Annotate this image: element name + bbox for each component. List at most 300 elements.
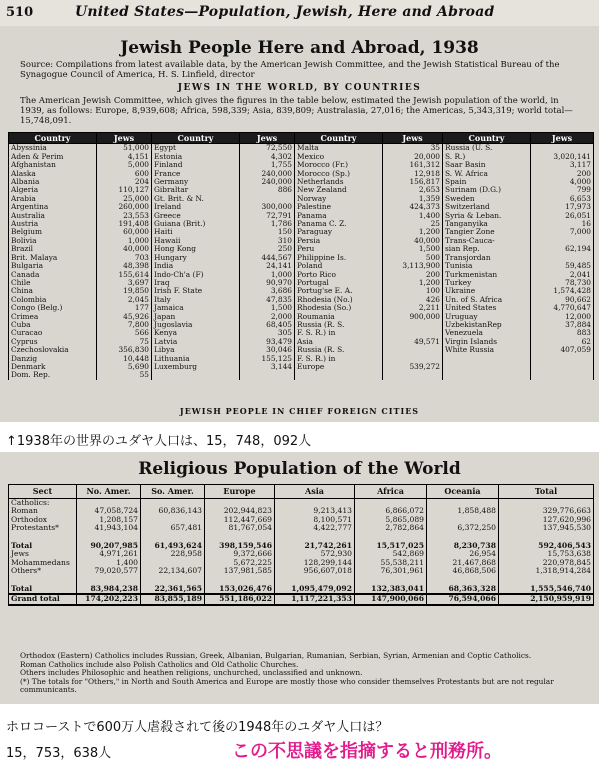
jews-count-cell [240, 371, 295, 379]
jews-count-cell: 47,835 [240, 296, 295, 304]
country-cell: Brazil [9, 245, 97, 253]
country-cell: China [9, 287, 97, 295]
jews-count-cell: 1,000 [240, 271, 295, 279]
column-header-country: Country [9, 133, 97, 144]
country-cell: Denmark [9, 363, 97, 371]
country-cell: Norway [295, 195, 383, 203]
country-cell: Portugal [295, 279, 383, 287]
running-head: United States—Population, Jewish, Here and Abroad [75, 4, 495, 20]
country-cell: Morocco (Sp.) [295, 170, 383, 178]
caption-1948-question: ホロコーストで600万人虐殺されて後の1948年のユダヤ人口は？ [6, 720, 389, 735]
jews-count-cell [531, 371, 594, 379]
table-footnotes [20, 652, 580, 695]
country-cell: Tanganyika [443, 220, 531, 228]
jews-count-cell: 240,000 [240, 170, 295, 178]
footnote: Others includes Philosophic and heathen religions, unchurched, unclassified and unknown. [20, 668, 363, 678]
value-cell: 15,753,638 [499, 550, 594, 559]
country-cell: Aden & Perim [9, 153, 97, 161]
country-cell: Tangier Zone [443, 228, 531, 236]
column-header-country: Country [443, 133, 531, 144]
country-cell: Transjordan [443, 254, 531, 262]
country-cell: Mexico [295, 153, 383, 161]
country-cell: Tunisia [443, 262, 531, 270]
country-cell: Afghanistan [9, 161, 97, 169]
value-cell [275, 533, 355, 542]
country-cell: Panama [295, 212, 383, 220]
country-cell: Russia (R. S. [295, 321, 383, 329]
table-row [9, 594, 594, 605]
country-cell: Kenya [152, 329, 240, 337]
jews-count-cell: 4,770,647 [531, 304, 594, 312]
jews-count-cell: 25,000 [97, 195, 152, 203]
jews-count-cell: 40,000 [97, 245, 152, 253]
country-cell: Iraq [152, 279, 240, 287]
jews-count-cell: 3,144 [240, 363, 295, 371]
value-cell: 1,208,157 [77, 516, 141, 525]
jews-count-cell [383, 346, 443, 354]
country-cell: Congo (Belg.) [9, 304, 97, 312]
country-cell: Jugoslavia [152, 321, 240, 329]
religious-population-table [8, 484, 593, 606]
sect-cell: Grand total [9, 594, 77, 605]
country-cell: UzbekistanRep [443, 321, 531, 329]
sect-cell: Jews [9, 550, 77, 559]
country-cell: Dom. Rep. [9, 371, 97, 379]
jews-count-cell: 426 [383, 296, 443, 304]
value-cell: 592,406,543 [499, 542, 594, 551]
value-cell [499, 498, 594, 507]
table-row [9, 313, 594, 321]
value-cell [355, 576, 427, 585]
country-cell: Latvia [152, 338, 240, 346]
country-cell: Turkey [443, 279, 531, 287]
country-cell: Surinam (D.G.) [443, 186, 531, 194]
jews-count-cell [531, 144, 594, 153]
table-row [9, 212, 594, 220]
intro-paragraph: The American Jewish Committee, which gives the figures in the table below, estimated the Jewish population of the world, in 1939, as follows: Europe, 8,939,608; Africa, 598,339; Asia, 839,809; Australasia, 27,016; the Americas, 5,343,319; world total—15,748,091. [20, 96, 573, 126]
value-cell: 22,361,565 [141, 585, 205, 595]
table-row [9, 363, 594, 371]
country-cell [443, 355, 531, 363]
table-row [9, 329, 594, 337]
jews-count-cell: 6,653 [531, 195, 594, 203]
value-cell: 83,855,189 [141, 594, 205, 605]
jews-count-cell: 1,786 [240, 220, 295, 228]
value-cell [205, 576, 275, 585]
country-cell: Asia [295, 338, 383, 346]
country-cell: Peru [295, 245, 383, 253]
country-cell: Arabia [9, 195, 97, 203]
value-cell [499, 533, 594, 542]
value-cell: 46,868,506 [427, 567, 499, 576]
value-cell [355, 498, 427, 507]
value-cell: 542,869 [355, 550, 427, 559]
country-cell: Guiana (Brit.) [152, 220, 240, 228]
value-cell: 329,776,663 [499, 507, 594, 516]
jews-count-cell: 93,479 [240, 338, 295, 346]
value-cell: 112,447,669 [205, 516, 275, 525]
column-header-jews: Jews [531, 133, 594, 144]
foreign-cities-heading: JEWISH PEOPLE IN CHIEF FOREIGN CITIES [179, 406, 420, 416]
sect-cell: Total [9, 542, 77, 551]
table-row [9, 287, 594, 295]
jews-count-cell: 300,000 [240, 203, 295, 211]
country-cell: Canada [9, 271, 97, 279]
value-cell [205, 498, 275, 507]
table-row [9, 195, 594, 203]
column-header: Total [499, 485, 594, 499]
country-cell: New Zealand [295, 186, 383, 194]
country-cell: Turkmenistan [443, 271, 531, 279]
table-row [9, 304, 594, 312]
value-cell: 5,672,225 [205, 559, 275, 568]
country-cell: Un. of S. Africa [443, 296, 531, 304]
country-cell: Spain [443, 178, 531, 186]
jews-count-cell: 1,200 [383, 228, 443, 236]
table-row [9, 296, 594, 304]
country-cell: Gt. Brit. & N. [152, 195, 240, 203]
caption-1948-total: 15，753，638人 [6, 746, 112, 761]
country-cell: Libya [152, 346, 240, 354]
value-cell: 60,836,143 [141, 507, 205, 516]
jews-count-cell: 500 [383, 254, 443, 262]
value-cell [141, 576, 205, 585]
value-cell: 1,318,914,284 [499, 567, 594, 576]
value-cell: 657,481 [141, 524, 205, 533]
value-cell [427, 533, 499, 542]
jews-count-cell: 12,000 [531, 313, 594, 321]
value-cell: 61,493,624 [141, 542, 205, 551]
table-row [9, 346, 594, 354]
table-row [9, 567, 594, 576]
country-cell: Estonia [152, 153, 240, 161]
value-cell: 8,230,738 [427, 542, 499, 551]
country-cell: Czechoslovakia [9, 346, 97, 354]
jews-count-cell: 19,850 [97, 287, 152, 295]
table-row [9, 585, 594, 595]
country-cell: White Russia [443, 346, 531, 354]
country-cell: United States [443, 304, 531, 312]
jews-count-cell [531, 355, 594, 363]
value-cell: 1,555,546,740 [499, 585, 594, 595]
country-cell: Lithuania [152, 355, 240, 363]
jews-count-cell: 7,800 [97, 321, 152, 329]
value-cell: 55,538,211 [355, 559, 427, 568]
jews-count-cell: 191,408 [97, 220, 152, 228]
jews-count-cell: 26,051 [531, 212, 594, 220]
column-header: So. Amer. [141, 485, 205, 499]
value-cell [275, 576, 355, 585]
country-cell: Saar Basin [443, 161, 531, 169]
value-cell: 147,900,066 [355, 594, 427, 605]
country-cell: Rhodesia (So.) [295, 304, 383, 312]
value-cell: 1,117,221,353 [275, 594, 355, 605]
jews-count-cell: 900,000 [383, 313, 443, 321]
jews-count-cell: 45,926 [97, 313, 152, 321]
value-cell [205, 533, 275, 542]
jews-count-cell: 10,448 [97, 355, 152, 363]
jews-count-cell: 4,302 [240, 153, 295, 161]
value-cell: 1,400 [77, 559, 141, 568]
value-cell [77, 533, 141, 542]
page-title: Jewish People Here and Abroad, 1938 [120, 38, 479, 58]
table-row [9, 498, 594, 507]
table-row [9, 550, 594, 559]
jews-count-cell: 78,730 [531, 279, 594, 287]
jews-count-cell: 1,755 [240, 161, 295, 169]
country-cell: Egypt [152, 144, 240, 153]
table-row [9, 170, 594, 178]
sect-cell: Total [9, 585, 77, 595]
country-cell [443, 371, 531, 379]
country-cell: F. S. R.) in [295, 355, 383, 363]
value-cell: 2,782,864 [355, 524, 427, 533]
jews-count-cell [531, 254, 594, 262]
value-cell [141, 516, 205, 525]
scan-religious-population [0, 452, 599, 704]
value-cell: 41,943,104 [77, 524, 141, 533]
jews-count-cell: 49,571 [383, 338, 443, 346]
country-cell: Cuba [9, 321, 97, 329]
country-cell: Rhodesia (No.) [295, 296, 383, 304]
jews-count-cell: 40,000 [383, 237, 443, 245]
column-header: No. Amer. [77, 485, 141, 499]
country-cell: Curacao [9, 329, 97, 337]
country-cell: Crimea [9, 313, 97, 321]
country-cell: Russia (R. S. [295, 346, 383, 354]
value-cell: 137,945,530 [499, 524, 594, 533]
country-cell: Danzig [9, 355, 97, 363]
jews-count-cell: 16 [531, 220, 594, 228]
jews-count-cell: 156,817 [383, 178, 443, 186]
value-cell: 572,930 [275, 550, 355, 559]
country-cell: Albania [9, 178, 97, 186]
country-cell: Virgin Islands [443, 338, 531, 346]
country-cell: Finland [152, 161, 240, 169]
country-cell: Australia [9, 212, 97, 220]
jews-count-cell: 2,000 [240, 313, 295, 321]
country-cell: Philippine Is. [295, 254, 383, 262]
jews-count-cell: 1,500 [240, 304, 295, 312]
value-cell: 15,517,025 [355, 542, 427, 551]
value-cell: 132,383,041 [355, 585, 427, 595]
country-cell: Sweden [443, 195, 531, 203]
table-row [9, 279, 594, 287]
value-cell: 76,301,961 [355, 567, 427, 576]
jews-count-cell: 72,550 [240, 144, 295, 153]
value-cell: 2,150,959,919 [499, 594, 594, 605]
value-cell: 90,207,985 [77, 542, 141, 551]
column-header-jews: Jews [97, 133, 152, 144]
jews-count-cell: 17,973 [531, 203, 594, 211]
country-cell: Paraguay [295, 228, 383, 236]
table-row [9, 254, 594, 262]
column-header-jews: Jews [240, 133, 295, 144]
value-cell: 220,978,845 [499, 559, 594, 568]
country-cell: Germany [152, 178, 240, 186]
jews-count-cell: 3,113,900 [383, 262, 443, 270]
country-cell: Bolivia [9, 237, 97, 245]
country-cell: Ukraine [443, 287, 531, 295]
jews-count-cell: 424,373 [383, 203, 443, 211]
table-row [9, 507, 594, 516]
jews-count-cell: 200 [531, 170, 594, 178]
value-cell: 79,020,577 [77, 567, 141, 576]
jews-count-cell: 5,690 [97, 363, 152, 371]
jews-count-cell: 20,000 [383, 153, 443, 161]
country-cell: Abyssinia [9, 144, 97, 153]
value-cell: 4,971,261 [77, 550, 141, 559]
jews-count-cell: 3,686 [240, 287, 295, 295]
jews-count-cell: 155,125 [240, 355, 295, 363]
country-cell: Colombia [9, 296, 97, 304]
sect-cell: Catholics: [9, 498, 77, 507]
country-cell: Luxemburg [152, 363, 240, 371]
jews-count-cell: 51,000 [97, 144, 152, 153]
value-cell [141, 559, 205, 568]
jews-count-cell: 35 [383, 144, 443, 153]
table-row [9, 178, 594, 186]
sect-cell: Others* [9, 567, 77, 576]
country-cell: Poland [295, 262, 383, 270]
jews-count-cell: 539,272 [383, 363, 443, 371]
value-cell [427, 576, 499, 585]
country-cell: Uruguay [443, 313, 531, 321]
table-row [9, 533, 594, 542]
table-row [9, 153, 594, 161]
country-cell: Greece [152, 212, 240, 220]
table-row [9, 161, 594, 169]
column-header-country: Country [295, 133, 383, 144]
country-cell: Gibraltar [152, 186, 240, 194]
value-cell: 83,984,238 [77, 585, 141, 595]
jews-count-cell: 1,359 [383, 195, 443, 203]
jews-count-cell: 260,000 [97, 203, 152, 211]
column-header-jews: Jews [383, 133, 443, 144]
value-cell: 21,742,261 [275, 542, 355, 551]
jews-count-cell: 2,211 [383, 304, 443, 312]
value-cell: 26,954 [427, 550, 499, 559]
jews-count-cell: 7,000 [531, 228, 594, 236]
sect-cell: Protestants* [9, 524, 77, 533]
jews-count-cell: 4,151 [97, 153, 152, 161]
sect-cell: Roman [9, 507, 77, 516]
table-row [9, 203, 594, 211]
value-cell: 153,026,476 [205, 585, 275, 595]
caption-accent-warning: この不思議を指摘すると刑務所。 [232, 741, 502, 762]
table-row [9, 516, 594, 525]
country-cell: Alaska [9, 170, 97, 178]
value-cell [427, 516, 499, 525]
table-row [9, 262, 594, 270]
jews-count-cell [383, 355, 443, 363]
table-row [9, 371, 594, 379]
jews-count-cell: 48,398 [97, 262, 152, 270]
country-cell: Switzerland [443, 203, 531, 211]
country-cell: Persia [295, 237, 383, 245]
country-cell: Roumania [295, 313, 383, 321]
sect-cell [9, 533, 77, 542]
jews-count-cell [383, 321, 443, 329]
jews-count-cell: 59,485 [531, 262, 594, 270]
value-cell: 8,100,571 [275, 516, 355, 525]
sect-cell [9, 576, 77, 585]
country-cell: India [152, 262, 240, 270]
value-cell [355, 533, 427, 542]
country-cell [443, 363, 531, 371]
jews-count-cell: 1,500 [383, 245, 443, 253]
jews-count-cell: 55 [97, 371, 152, 379]
caption-1938-total: ↑1938年の世界のユダヤ人口は、15，748，092人 [6, 434, 312, 449]
religious-table-title: Religious Population of the World [138, 459, 461, 479]
table-row [9, 576, 594, 585]
jews-count-cell: 2,041 [531, 271, 594, 279]
jews-count-cell: 1,200 [383, 279, 443, 287]
value-cell: 551,186,022 [205, 594, 275, 605]
value-cell: 137,981,585 [205, 567, 275, 576]
column-header-country: Country [152, 133, 240, 144]
jews-count-cell: 200 [383, 271, 443, 279]
jews-count-cell: 356,830 [97, 346, 152, 354]
jews-count-cell: 155,614 [97, 271, 152, 279]
table-row [9, 338, 594, 346]
page-number: 510 [6, 5, 34, 20]
value-cell [141, 533, 205, 542]
country-cell: Jamaica [152, 304, 240, 312]
value-cell [141, 498, 205, 507]
table-row [9, 355, 594, 363]
jews-count-cell: 100 [383, 287, 443, 295]
country-cell: Malta [295, 144, 383, 153]
value-cell [275, 498, 355, 507]
column-header: Oceania [427, 485, 499, 499]
country-cell: France [152, 170, 240, 178]
country-cell: Russia (U. S. [443, 144, 531, 153]
value-cell: 5,865,089 [355, 516, 427, 525]
value-cell: 128,299,144 [275, 559, 355, 568]
country-cell: sian Rep. [443, 245, 531, 253]
sect-cell: Mohammedans [9, 559, 77, 568]
column-header: Sect [9, 485, 77, 499]
column-header: Africa [355, 485, 427, 499]
jews-count-cell: 62,194 [531, 245, 594, 253]
country-cell: Cyprus [9, 338, 97, 346]
jews-count-cell: 110,127 [97, 186, 152, 194]
value-cell [427, 498, 499, 507]
table-row [9, 271, 594, 279]
country-cell: Hong Kong [152, 245, 240, 253]
country-cell: Europe [295, 363, 383, 371]
table-row [9, 186, 594, 194]
country-cell: Portug'se E. A. [295, 287, 383, 295]
jews-count-cell: 2,653 [383, 186, 443, 194]
country-cell: F. S. R.) in [295, 329, 383, 337]
value-cell: 21,467,868 [427, 559, 499, 568]
country-cell: Irish F. State [152, 287, 240, 295]
page-header-bar [0, 0, 599, 26]
country-cell: Japan [152, 313, 240, 321]
table-row [9, 144, 594, 153]
jews-count-cell: 886 [240, 186, 295, 194]
value-cell: 1,095,479,092 [275, 585, 355, 595]
jews-count-cell: 703 [97, 254, 152, 262]
jews-count-cell: 23,553 [97, 212, 152, 220]
table-row [9, 559, 594, 568]
value-cell: 6,866,072 [355, 507, 427, 516]
table-row [9, 542, 594, 551]
table-row [9, 228, 594, 236]
value-cell: 4,422,777 [275, 524, 355, 533]
